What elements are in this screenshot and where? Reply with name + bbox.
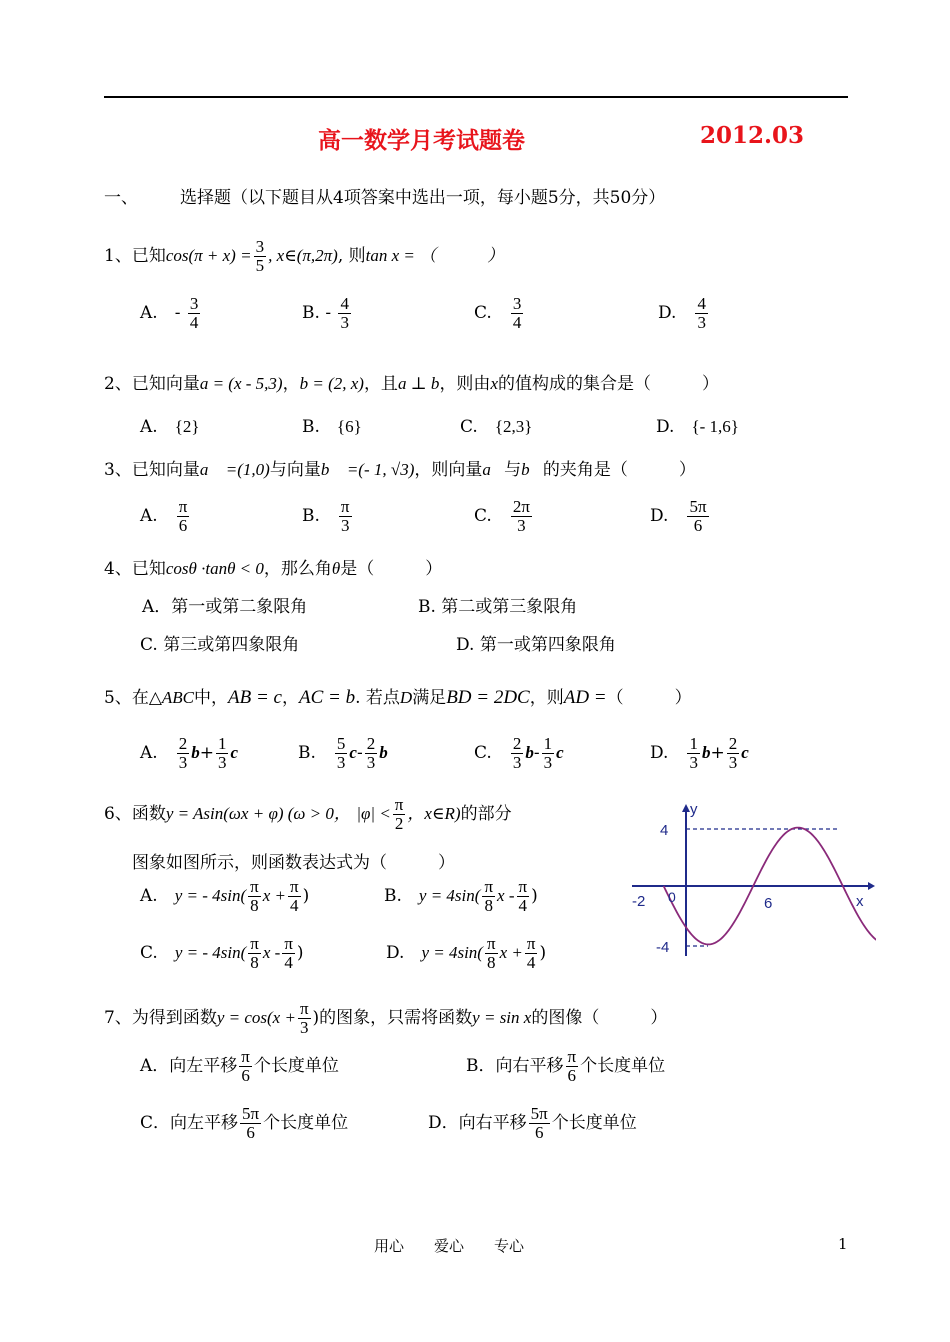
q7-option-b: B．向右平移 $\frac{\pi}{6}$ 个长度单位 (466, 1047, 666, 1085)
q5-option-a: A. $\frac{2}{3}$ b+ $\frac{1}{3}$ c (140, 734, 238, 772)
q4-option-c: C. 第三或第四象限角 (140, 635, 300, 655)
q6-option-b: B. y = 4sin( $\frac{\pi}{8}$ x - $\frac{\pi}{4}$ ) (384, 877, 538, 915)
q6-option-d: D. y = 4sin( $\frac{\pi}{8}$ x + $\frac{\pi}{4}$ ) (386, 934, 547, 972)
q4-option-a: A．第一或第二象限角 (142, 597, 308, 617)
q5-option-d: D. $\frac{1}{3}$ b+ $\frac{2}{3}$ c (650, 734, 749, 772)
x-axis-arrow (868, 882, 875, 890)
label-max: 4 (660, 822, 669, 839)
question-6: 6、函数y = Asin(ωx + φ) (ω > 0， |φ| < $\frac{\pi}{2}$ ，x∈R)的部分 (104, 795, 512, 833)
q7-option-c: C．向左平移 $\frac{5\pi}{6}$ 个长度单位 (140, 1104, 349, 1142)
question-5: 5、在△ABC中，AB = c，AC = b. 若点D满足BD = 2DC，则AD =（ ） (104, 687, 692, 708)
label-origin: 0 (668, 889, 676, 905)
q3-option-c: C. $\frac{2\pi}{3}$ (474, 497, 530, 535)
q2-option-d: D. {- 1,6} (656, 417, 739, 437)
q3-option-b: B. $\frac{\pi}{3}$ (302, 497, 350, 535)
question-3: 3、已知向量a⃗ =(1,0)与向量b⃗ =(- 1, √3)，则向量a⃗与b⃗的夹角是（ ） (104, 460, 696, 480)
q3-option-d: D. $\frac{5\pi}{6}$ (650, 497, 707, 535)
page-number: 1 (838, 1235, 848, 1253)
top-rule (104, 96, 848, 98)
q4-option-b: B. 第二或第三象限角 (418, 597, 578, 617)
q4-option-d: D. 第一或第四象限角 (456, 635, 616, 655)
y-axis-arrow (682, 804, 690, 812)
page-title: 高一数学月考试题卷 (318, 127, 525, 154)
question-7: 7、为得到函数y = cos(x + $\frac{\pi}{3}$ )的图象，只需将函数y = sin x的图像（ ） (104, 999, 668, 1037)
q7-option-a: A．向左平移 $\frac{\pi}{6}$ 个长度单位 (140, 1047, 339, 1085)
q1-option-c: C. $\frac{3}{4}$ (474, 294, 522, 332)
question-4: 4、已知cosθ ·tanθ < 0，那么角θ是（ ） (104, 559, 443, 579)
q2-option-a: A. {2} (140, 417, 200, 437)
exam-date: 2012.03 (700, 122, 805, 149)
q2-option-b: B. {6} (302, 417, 362, 437)
label-zero-6: 6 (764, 895, 773, 912)
q5-option-b: B. $\frac{5}{3}$ c- $\frac{2}{3}$ b (298, 734, 388, 772)
label-y-axis: y (690, 801, 698, 818)
q1-option-b: B. - $\frac{4}{3}$ (302, 294, 349, 332)
question-6-line-2: 图象如图所示，则函数表达式为（ ） (132, 853, 455, 873)
q3-option-a: A. $\frac{\pi}{6}$ (140, 497, 188, 535)
q6-option-a: A. y = - 4sin( $\frac{\pi}{8}$ x + $\frac{\pi}{4}$ ) (140, 877, 310, 915)
q6-option-c: C. y = - 4sin( $\frac{\pi}{8}$ x - $\frac{\pi}{4}$ ) (140, 934, 304, 972)
q6-sine-graph (628, 800, 876, 960)
footer-motto: 用心 爱心 专心 (374, 1237, 525, 1255)
label-min: -4 (656, 939, 670, 956)
question-2: 2、已知向量a = (x - 5,3)，b = (2, x)，且a ⊥ b，则由x的值构成的集合是（ ） (104, 374, 719, 394)
question-1: 1、已知cos(π + x) = $\frac{3}{5}$ , x∈(π,2π), 则tan x = （ ） (104, 237, 505, 275)
label-x-left: -2 (632, 893, 646, 910)
label-x-axis: x (856, 893, 864, 910)
q1-option-d: D. $\frac{4}{3}$ (658, 294, 706, 332)
section-heading: 选择题（以下题目从4项答案中选出一项，每小题5分，共50分） (180, 188, 666, 208)
section-number: 一、 (104, 188, 138, 208)
q5-option-c: C. $\frac{2}{3}$ b- $\frac{1}{3}$ c (474, 734, 564, 772)
q7-option-d: D．向右平移 $\frac{5\pi}{6}$ 个长度单位 (428, 1104, 637, 1142)
q1-option-a: A. - $\frac{3}{4}$ (140, 294, 199, 332)
q2-option-c: C. {2,3} (460, 417, 533, 437)
